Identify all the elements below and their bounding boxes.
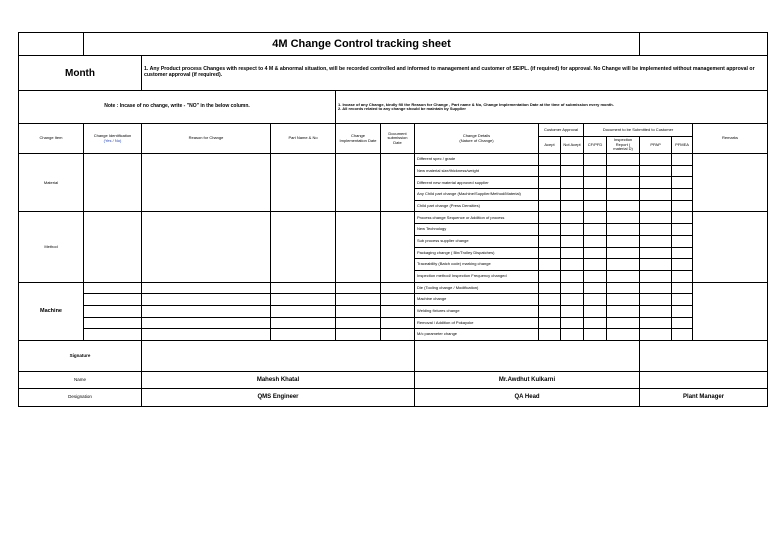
submission-date-cell[interactable] [381,305,415,317]
inspection-report-cell[interactable] [607,212,640,224]
change-detail-item: Packaging change ( Bin/Trolley Dispatches) [415,247,539,259]
signoff-designation-2: QA Head [415,389,640,407]
ppap-cell[interactable] [640,259,672,271]
cfpfd-cell[interactable] [584,200,607,212]
change-detail-item: New material size/thickness/weight [415,165,539,177]
remarks-cell[interactable] [693,282,768,340]
col-inspection-report: Inspection Report ( material D) [607,137,640,154]
col-submission-date: Document submission Date [381,124,415,154]
signoff-designation-1: QMS Engineer [142,389,415,407]
note-instruction-2: 2. All records related to any change should be maintain by Supplier [338,106,466,111]
change-details-label: Change Details [462,133,491,139]
signoff-designation-3: Plant Manager [640,389,768,407]
implementation-date-cell[interactable] [336,282,381,294]
cfpfd-cell[interactable] [584,317,607,329]
cfpfd-cell[interactable] [584,305,607,317]
cfpfd-cell[interactable] [584,212,607,224]
part-name-cell[interactable] [271,294,336,306]
ppap-cell[interactable] [640,212,672,224]
change-row [19,317,768,329]
change-identification-cell[interactable] [84,317,142,329]
pfmea-cell[interactable] [672,294,693,306]
accept-cell[interactable] [539,282,561,294]
change-detail-item: Sub process supplier change [415,235,539,247]
change-detail-item: New Technology [415,224,539,236]
not-accept-cell[interactable] [561,154,584,166]
accept-cell[interactable] [539,189,561,201]
implementation-date-cell[interactable] [336,305,381,317]
inspection-report-cell[interactable] [607,189,640,201]
header-row-1 [19,124,768,137]
not-accept-cell[interactable] [561,247,584,259]
col-customer-approval: Customer Approval [539,124,584,137]
not-accept-cell[interactable] [561,235,584,247]
remarks-cell[interactable] [693,154,768,212]
accept-cell[interactable] [539,200,561,212]
submission-date-cell[interactable] [381,212,415,282]
pfmea-cell[interactable] [672,212,693,224]
submission-date-cell[interactable] [381,329,415,341]
accept-cell[interactable] [539,224,561,236]
accept-cell[interactable] [539,165,561,177]
submission-date-cell[interactable] [381,317,415,329]
pfmea-cell[interactable] [672,154,693,166]
implementation-date-cell[interactable] [336,212,381,282]
note-instruction-1: 1. Incase of any Change, kindly fill the Reason for Change , Part name & No, Change Implementation Date at the time of submission every month. [338,101,614,107]
notes-row [19,91,768,124]
not-accept-cell[interactable] [561,294,584,306]
col-implementation-date: Change Implementation Date [336,124,381,154]
cfpfd-cell[interactable] [584,259,607,271]
submission-date-cell[interactable] [381,154,415,212]
change-detail-item: Different new material approved supplier [415,177,539,189]
accept-cell[interactable] [539,235,561,247]
inspection-report-cell[interactable] [607,282,640,294]
month-row [19,56,768,91]
col-remarks: Remarks [693,124,768,154]
cfpfd-cell[interactable] [584,224,607,236]
change-detail-item: Any Child part change (Machine/Supplier/Method/Material) [415,189,539,201]
implementation-date-cell[interactable] [336,154,381,212]
inspection-report-cell[interactable] [607,247,640,259]
change-identification-cell[interactable] [84,329,142,341]
change-identification-cell[interactable] [84,282,142,294]
change-control-sheet [18,32,767,419]
remarks-cell[interactable] [693,212,768,282]
note-no-change: Note : Incase of no change, write - "NO" in the below column. [19,91,336,124]
col-cfpfd: CF/PFD [584,137,607,154]
cfpfd-cell[interactable] [584,247,607,259]
implementation-date-cell[interactable] [336,317,381,329]
signature-cell-1[interactable] [142,341,415,372]
pfmea-cell[interactable] [672,329,693,341]
sheet-title: 4M Change Control tracking sheet [84,33,640,56]
note-instructions [336,91,768,124]
change-identification-label: Change Identification [93,133,132,139]
change-identification-cell[interactable] [84,212,142,282]
change-row [19,154,768,166]
col-documents-group: Document to be Submitted to Customer [584,124,693,137]
implementation-date-cell[interactable] [336,294,381,306]
name-row [19,372,768,389]
cfpfd-cell[interactable] [584,165,607,177]
pfmea-cell[interactable] [672,177,693,189]
inspection-report-cell[interactable] [607,294,640,306]
policy-text: 1. Any Product process Changes with respect to 4 M & abnormal situation, will be recorded controlled and informed to management and customer of SEIPL. (if required) for approval. No Change will be implemented without management approval or customer approval (if required). [142,56,768,91]
change-identification-cell[interactable] [84,305,142,317]
month-label: Month [19,56,142,91]
part-name-cell[interactable] [271,317,336,329]
ppap-cell[interactable] [640,235,672,247]
ppap-cell[interactable] [640,165,672,177]
col-not-accept: Not Acept [561,137,584,154]
cfpfd-cell[interactable] [584,177,607,189]
reason-cell[interactable] [142,282,271,294]
submission-date-cell[interactable] [381,282,415,294]
not-accept-cell[interactable] [561,189,584,201]
col-ppap: PPAP [640,137,672,154]
col-pfmea: PFMEA [672,137,693,154]
col-change-item: Change Item [19,124,84,154]
change-detail-item: Removal / Addition of Pokayoke [415,317,539,329]
reason-cell[interactable] [142,317,271,329]
ppap-cell[interactable] [640,154,672,166]
group-label-machine: Machine [19,282,84,340]
cfpfd-cell[interactable] [584,189,607,201]
cfpfd-cell[interactable] [584,294,607,306]
pfmea-cell[interactable] [672,259,693,271]
ppap-cell[interactable] [640,270,672,282]
change-row [19,282,768,294]
inspection-report-cell[interactable] [607,317,640,329]
signature-cell-3[interactable] [640,341,768,372]
not-accept-cell[interactable] [561,212,584,224]
not-accept-cell[interactable] [561,200,584,212]
ppap-cell[interactable] [640,247,672,259]
cfpfd-cell[interactable] [584,282,607,294]
inspection-report-cell[interactable] [607,177,640,189]
accept-cell[interactable] [539,259,561,271]
col-accept: Acept [539,137,561,154]
pfmea-cell[interactable] [672,247,693,259]
signature-label: Signature [19,341,142,372]
accept-cell[interactable] [539,177,561,189]
change-identification-cell[interactable] [84,294,142,306]
not-accept-cell[interactable] [561,317,584,329]
cfpfd-cell[interactable] [584,329,607,341]
pfmea-cell[interactable] [672,235,693,247]
accept-cell[interactable] [539,270,561,282]
inspection-report-cell[interactable] [607,235,640,247]
pfmea-cell[interactable] [672,200,693,212]
change-detail-item: Inspection method/ Inspection Frequency changed [415,270,539,282]
reason-cell[interactable] [142,154,271,212]
change-row [19,212,768,224]
ppap-cell[interactable] [640,317,672,329]
col-change-details [415,124,539,154]
not-accept-cell[interactable] [561,165,584,177]
group-label-method: Method [19,212,84,282]
inspection-report-cell[interactable] [607,224,640,236]
ppap-cell[interactable] [640,294,672,306]
designation-label: Designation [19,389,142,407]
not-accept-cell[interactable] [561,305,584,317]
part-name-cell[interactable] [271,154,336,212]
change-identification-cell[interactable] [84,154,142,212]
ppap-cell[interactable] [640,305,672,317]
change-detail-item: Welding fixtures change [415,305,539,317]
inspection-report-cell[interactable] [607,305,640,317]
change-detail-item: Different spec / grade [415,154,539,166]
cfpfd-cell[interactable] [584,235,607,247]
not-accept-cell[interactable] [561,259,584,271]
accept-cell[interactable] [539,305,561,317]
title-row [19,33,768,56]
part-name-cell[interactable] [271,305,336,317]
accept-cell[interactable] [539,317,561,329]
pfmea-cell[interactable] [672,317,693,329]
pfmea-cell[interactable] [672,270,693,282]
name-label: Name [19,372,142,389]
not-accept-cell[interactable] [561,282,584,294]
group-label-material: Material [19,154,84,212]
ppap-cell[interactable] [640,177,672,189]
reason-cell[interactable] [142,329,271,341]
signature-row [19,341,768,372]
ppap-cell[interactable] [640,224,672,236]
reason-cell[interactable] [142,305,271,317]
change-detail-item: Die (Tooling change / Modification) [415,282,539,294]
designation-row [19,389,768,407]
signoff-name-3 [640,372,768,389]
col-part-name: Part Name & No [271,124,336,154]
not-accept-cell[interactable] [561,270,584,282]
ppap-cell[interactable] [640,282,672,294]
pfmea-cell[interactable] [672,282,693,294]
col-reason: Reason for Change [142,124,271,154]
accept-cell[interactable] [539,212,561,224]
change-detail-item: M/c parameter change [415,329,539,341]
signoff-name-1: Mahesh Khatal [142,372,415,389]
cfpfd-cell[interactable] [584,154,607,166]
inspection-report-cell[interactable] [607,200,640,212]
change-detail-item: Traceability (Batch code) marking change [415,259,539,271]
inspection-report-cell[interactable] [607,259,640,271]
inspection-report-cell[interactable] [607,154,640,166]
change-row [19,305,768,317]
pfmea-cell[interactable] [672,305,693,317]
signature-cell-2[interactable] [415,341,640,372]
reason-cell[interactable] [142,212,271,282]
not-accept-cell[interactable] [561,329,584,341]
not-accept-cell[interactable] [561,224,584,236]
part-name-cell[interactable] [271,212,336,282]
col-change-identification [84,124,142,154]
pfmea-cell[interactable] [672,165,693,177]
ppap-cell[interactable] [640,200,672,212]
inspection-report-cell[interactable] [607,270,640,282]
inspection-report-cell[interactable] [607,329,640,341]
change-detail-item: Process change Sequence or Addition of process [415,212,539,224]
inspection-report-cell[interactable] [607,165,640,177]
reason-cell[interactable] [142,294,271,306]
signoff-name-2: Mr.Awdhut Kulkarni [415,372,640,389]
change-detail-item: Child part change (Press Densities) [415,200,539,212]
part-name-cell[interactable] [271,329,336,341]
pfmea-cell[interactable] [672,189,693,201]
change-row [19,329,768,341]
tracking-table [18,32,768,407]
accept-cell[interactable] [539,154,561,166]
yes-no-label: (Yes / No) [103,137,122,143]
ppap-cell[interactable] [640,189,672,201]
change-row [19,294,768,306]
ppap-cell[interactable] [640,329,672,341]
implementation-date-cell[interactable] [336,329,381,341]
accept-cell[interactable] [539,294,561,306]
change-detail-item: Machine change [415,294,539,306]
pfmea-cell[interactable] [672,224,693,236]
nature-of-change-label: (Nature of Change) [459,137,494,143]
accept-cell[interactable] [539,329,561,341]
submission-date-cell[interactable] [381,294,415,306]
accept-cell[interactable] [539,247,561,259]
cfpfd-cell[interactable] [584,270,607,282]
not-accept-cell[interactable] [561,177,584,189]
part-name-cell[interactable] [271,282,336,294]
